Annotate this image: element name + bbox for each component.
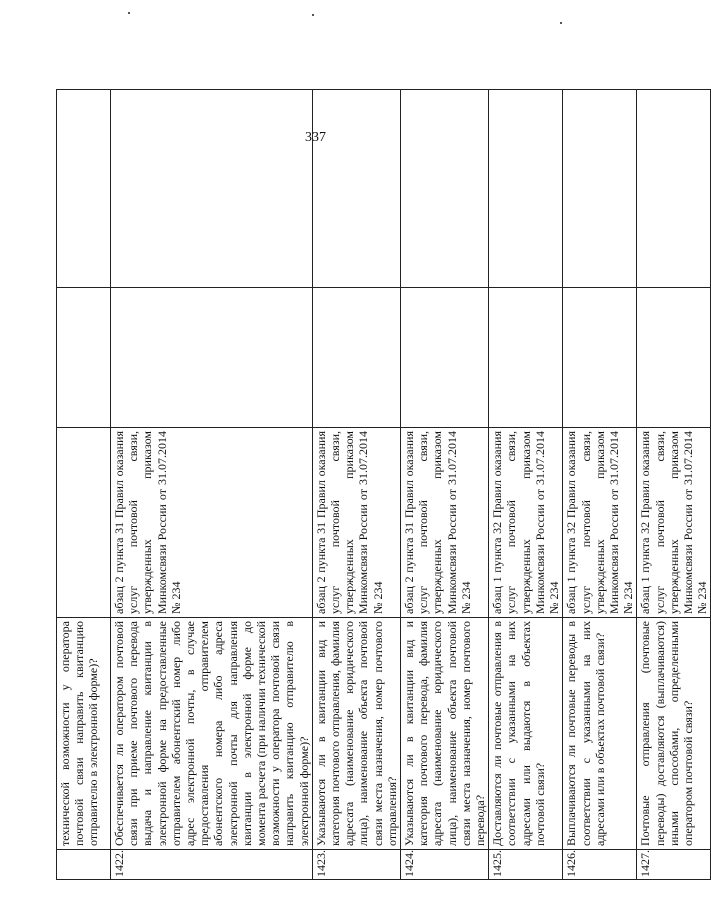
legal-reference: абзац 1 пункта 32 Правил оказания услуг почтовой связи, утвержденных приказом Минкомсвязи России от 31.07.2014 № 234 xyxy=(637,428,711,618)
table-row xyxy=(111,90,313,880)
empty-cell xyxy=(563,288,637,428)
question-text: Обеспечивается ли оператором почтовой связи при приеме почтового перевода выдача и направление квитанции в электронной форме на предоставленные отправителем абонентский номер либо адрес электронной почты, в случае предоставления отправителем абонентского номера либо адреса электронной почты для направления квитанции в электронной форме до момента расчета (при наличии технической возможности у оператора почтовой связи направить квитанцию отправителю в электронной форме)? xyxy=(111,618,313,850)
legal-reference: абзац 2 пункта 31 Правил оказания услуг почтовой связи, утвержденных приказом Минкомсвязи России от 31.07.2014 № 234 xyxy=(401,428,489,618)
question-text: технической возможности у оператора почтовой связи направить квитанцию отправителю в электронной форме)? xyxy=(57,618,111,850)
row-number: 1424. xyxy=(401,850,489,880)
empty-cell xyxy=(637,90,711,288)
empty-cell xyxy=(57,288,111,428)
row-number: 1422. xyxy=(111,850,313,880)
empty-cell xyxy=(111,288,313,428)
question-text: Выплачиваются ли почтовые переводы в соответствии с указанными на них адресами или в объектах почтовой связи? xyxy=(563,618,637,850)
row-number: 1427. xyxy=(637,850,711,880)
table-row xyxy=(489,90,563,880)
scan-speck xyxy=(128,12,130,14)
empty-cell xyxy=(489,288,563,428)
table-row xyxy=(401,90,489,880)
row-number: 1425. xyxy=(489,850,563,880)
row-number: 1423. xyxy=(312,850,400,880)
legal-reference: абзац 2 пункта 31 Правил оказания услуг почтовой связи, утвержденных приказом Минкомсвязи России от 31.07.2014 № 234 xyxy=(111,428,313,618)
empty-cell xyxy=(111,90,313,288)
legal-reference: абзац 2 пункта 31 Правил оказания услуг почтовой связи, утвержденных приказом Минкомсвязи России от 31.07.2014 № 234 xyxy=(312,428,400,618)
question-text: Указываются ли в квитанции вид и категория почтового отправления, фамилия адресата (наименование юридического лица), наименование объекта почтовой связи места назначения, номер почтового отправления? xyxy=(312,618,400,850)
scan-speck xyxy=(560,22,562,24)
row-number xyxy=(57,850,111,880)
empty-cell xyxy=(637,288,711,428)
empty-cell xyxy=(57,90,111,288)
legal-reference: абзац 1 пункта 32 Правил оказания услуг почтовой связи, утвержденных приказом Минкомсвязи России от 31.07.2014 № 234 xyxy=(489,428,563,618)
checklist-table-rotated xyxy=(56,90,710,880)
table-row xyxy=(637,90,711,880)
scan-speck xyxy=(312,14,314,16)
legal-reference: абзац 1 пункта 32 Правил оказания услуг почтовой связи, утвержденных приказом Минкомсвязи России от 31.07.2014 № 234 xyxy=(563,428,637,618)
question-text: Указываются ли в квитанции вид и категория почтового перевода, фамилия адресата (наименование юридического лица), наименование объекта почтовой связи места назначения, номер почтового перевода? xyxy=(401,618,489,850)
empty-cell xyxy=(489,90,563,288)
question-text: Доставляются ли почтовые отправления в соответствии с указанными на них адресами или выдаются в объектах почтовой связи? xyxy=(489,618,563,850)
empty-cell xyxy=(401,288,489,428)
legal-reference xyxy=(57,428,111,618)
question-text: Почтовые отправления (почтовые переводы) доставляются (выплачиваются) иными способами, определенными оператором почтовой связи? xyxy=(637,618,711,850)
table-row xyxy=(563,90,637,880)
empty-cell xyxy=(401,90,489,288)
empty-cell xyxy=(312,90,400,288)
row-number: 1426. xyxy=(563,850,637,880)
table-row xyxy=(312,90,400,880)
table-row xyxy=(57,90,111,880)
page-number: 337 xyxy=(305,130,326,145)
empty-cell xyxy=(563,90,637,288)
empty-cell xyxy=(312,288,400,428)
checklist-table xyxy=(56,89,711,880)
